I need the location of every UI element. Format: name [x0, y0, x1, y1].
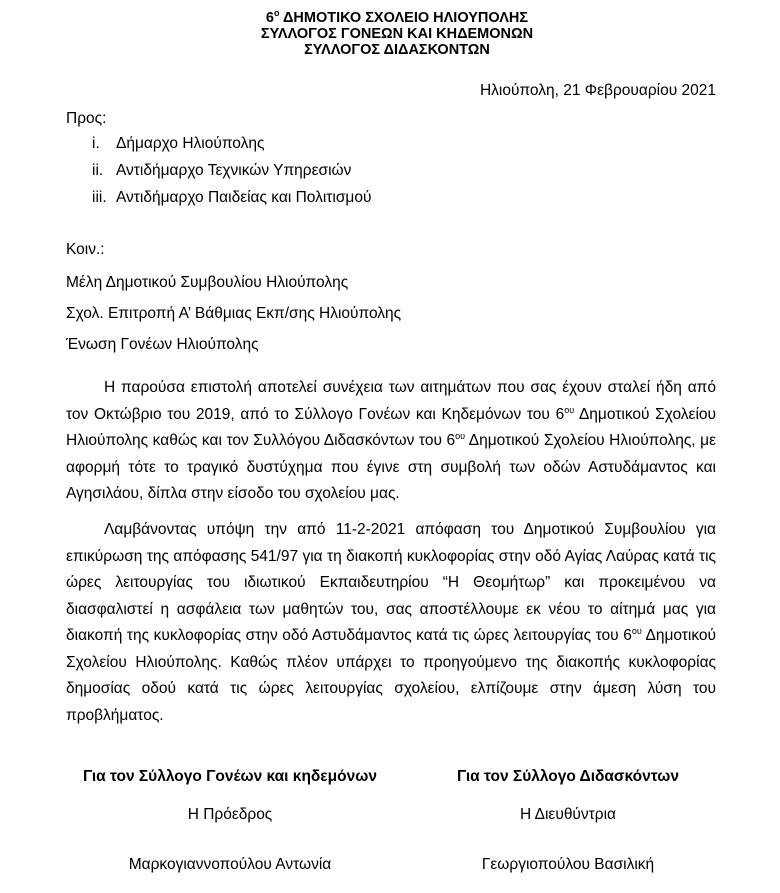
signature-teachers	[408, 768, 728, 874]
recipient-item: ii. Αντιδήμαρχο Τεχνικών Υπηρεσιών	[92, 162, 352, 179]
recipients-list	[92, 134, 371, 215]
cc-item: Ένωση Γονέων Ηλιούπολης	[66, 336, 259, 353]
letter-date: Ηλιούπολη, 21 Φεβρουαρίου 2021	[479, 82, 716, 99]
signature-role: Η Πρόεδρος	[187, 806, 273, 823]
signature-role: Η Διευθύντρια	[519, 806, 617, 823]
parents-association: ΣΥΛΛΟΓΟΣ ΓΟΝΕΩΝ ΚΑΙ ΚΗΔΕΜΟΝΩΝ	[260, 26, 534, 42]
signature-name: Μαρκογιαννοπούλου Αντωνία	[128, 856, 332, 873]
cc-list	[66, 273, 401, 366]
teachers-association: ΣΥΛΛΟΓΟΣ ΔΙΔΑΣΚΟΝΤΩΝ	[304, 42, 490, 58]
recipient-item: i. Δήμαρχο Ηλιούπολης	[92, 135, 265, 152]
signature-title: Για τον Σύλλογο Διδασκόντων	[457, 768, 679, 785]
to-label: Προς:	[66, 110, 107, 127]
signature-title: Για τον Σύλλογο Γονέων και κηδεμόνων	[83, 768, 377, 785]
cc-item: Μέλη Δημοτικού Συμβουλίου Ηλιούπολης	[66, 274, 349, 291]
cc-label: Κοιν.:	[66, 241, 105, 258]
letter-header	[0, 10, 780, 58]
recipient-item: iii. Αντιδήμαρχο Παιδείας και Πολιτισμού	[92, 189, 372, 206]
signature-parents	[60, 768, 400, 874]
paragraph-2: Λαμβάνοντας υπόψη την από 11-2-2021 απόφαση του Δημοτικού Συμβουλίου για επικύρωση της απόφασης 541/97 για τη διακοπή κυκλοφορίας στην οδό Αγίας Λαύρας κατά τις ώρες λειτουργίας του ιδιωτικού Εκπαιδευτηρίου “Η Θεομήτωρ” και προκειμένου να διασφαλιστεί η ασφάλεια των μαθητών του, σας αποστέλλουμε εκ νέου το αίτημά μας για διακοπή της κυκλοφορίας στην οδό Αστυδάμαντος κατά τις ώρες λειτουργίας του $6^{o\upsilon}$ Δημοτικού Σχολείου Ηλιούπολης. Καθώς πλέον υπάρχει το προηγούμενο της διακοπής κυκλοφορίας δημοσίας οδού κατά τις ώρες λειτουργίας σχολείου, ελπίζουμε στην άμεση λύση του προβλήματος.	[66, 521, 716, 724]
school-name: $6^o$ ΔΗΜΟΤΙΚΟ ΣΧΟΛΕΙΟ ΗΛΙΟΥΠΟΛΗΣ	[265, 8, 529, 26]
signature-name: Γεωργιοπούλου Βασιλική	[481, 856, 655, 873]
cc-item: Σχολ. Επιτροπή Α’ Βάθμιας Εκπ/σης Ηλιούπολης	[66, 305, 402, 322]
paragraph-1: Η παρούσα επιστολή αποτελεί συνέχεια των αιτημάτων που σας έχουν σταλεί ήδη από τον Οκτώβριο του 2019, από το Σύλλογο Γονέων και Κηδεμόνων του $6^{o\upsilon}$ Δημοτικού Σχολείου Ηλιούπολης καθώς και τον Συλλόγου Διδασκόντων του $6^{o\upsilon}$ Δημοτικού Σχολείου Ηλιούπολης, με αφορμή τότε το τραγικό δυστύχημα που έγινε στη συμβολή των οδών Αστυδάμαντος και Αγησιλάου, δίπλα στην είσοδο του σχολείου μας.	[66, 379, 717, 502]
